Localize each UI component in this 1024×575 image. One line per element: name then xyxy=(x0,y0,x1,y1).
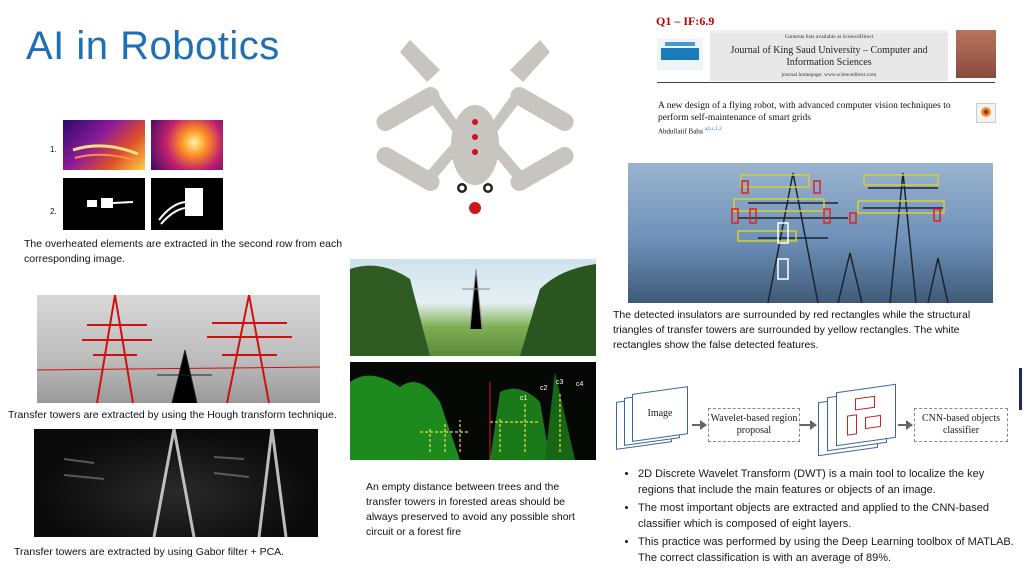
flow-step-wavelet: Wavelet-based region proposal xyxy=(708,408,800,442)
paper-author xyxy=(658,127,722,135)
hough-caption: Transfer towers are extracted by using the Hough transform technique. xyxy=(8,409,337,421)
paper-journal-cover xyxy=(956,30,996,78)
thermal-caption: The overheated elements are extracted in the second row from each corresponding image. xyxy=(24,238,343,265)
flow-arrow-1 xyxy=(692,424,706,426)
paper-article-title: A new design of a flying robot, with advanced computer vision techniques to perform self-maintenance of smart grids xyxy=(658,101,951,123)
flow-image-stack xyxy=(616,388,691,448)
insulator-detection-image xyxy=(628,163,993,303)
slide-edge-marker xyxy=(1019,368,1022,410)
paper-journal-name: Journal of King Saud University – Computer and Information Sciences xyxy=(730,45,928,68)
thermal-row-1-label: 1. xyxy=(50,145,57,154)
hough-tower-image xyxy=(37,295,320,403)
dwt-bullet-list xyxy=(620,466,1015,568)
bullet-item: • 2D Discrete Wavelet Transform (DWT) is a main tool to localize the key regions that include the main features or objects of an image. xyxy=(638,466,1015,498)
paper-contents-line: Contents lists available at ScienceDirect xyxy=(784,34,874,40)
flow-arrow-3 xyxy=(898,424,912,426)
check-for-updates-icon[interactable] xyxy=(976,103,996,123)
flow-arrow-2 xyxy=(800,424,816,426)
flow-region-stack xyxy=(818,386,903,454)
gabor-tower-image xyxy=(34,429,318,537)
drone-illustration xyxy=(365,30,585,220)
flow-step-cnn: CNN-based objects classifier xyxy=(914,408,1008,442)
paper-journal-banner xyxy=(710,30,948,81)
forest-marker-c3: c3 xyxy=(556,379,564,386)
forest-caption: An empty distance between trees and the transfer towers in forested areas should be always preserved to avoid any possible short circuit or a forest fire xyxy=(366,481,575,538)
flow-image-label: Image xyxy=(647,408,673,419)
forest-marker-c1: c1 xyxy=(520,395,528,402)
thermal-row-2-label: 2. xyxy=(50,207,57,216)
thermal-mask-2b xyxy=(151,178,223,230)
forest-marker-c2: c2 xyxy=(540,385,548,392)
paper-divider xyxy=(657,82,995,83)
forest-marker-c4: c4 xyxy=(576,381,584,388)
gabor-caption: Transfer towers are extracted by using Gabor filter + PCA. xyxy=(14,546,285,558)
forest-pointcloud-image xyxy=(350,362,596,460)
slide-title: AI in Robotics xyxy=(26,24,280,68)
thermal-mask-2a xyxy=(63,178,145,230)
bullet-item: • This practice was performed by using the Deep Learning toolbox of MATLAB. The correct classification is with an average of 89%. xyxy=(638,534,1015,566)
paper-publisher-logo xyxy=(657,38,703,70)
paper-quartile: Q1 – IF:6.9 xyxy=(656,14,715,28)
paper-homepage: journal homepage: www.sciencedirect.com xyxy=(781,72,877,78)
forest-corridor-photo xyxy=(350,259,596,356)
thermal-image-1b xyxy=(151,120,223,170)
paper-author-name: Abdullatif Baba xyxy=(658,127,703,136)
bullet-item: • The most important objects are extracted and applied to the CNN-based classifier which is composed of eight layers. xyxy=(638,500,1015,532)
paper-author-affiliation: a,b,c,1,2 xyxy=(704,127,722,132)
insulators-caption: The detected insulators are surrounded by red rectangles while the structural triangles of transfer towers are surrounded by yellow rectangles. The white rectangles show the false detected features. xyxy=(613,309,971,351)
thermal-image-1a xyxy=(63,120,145,170)
